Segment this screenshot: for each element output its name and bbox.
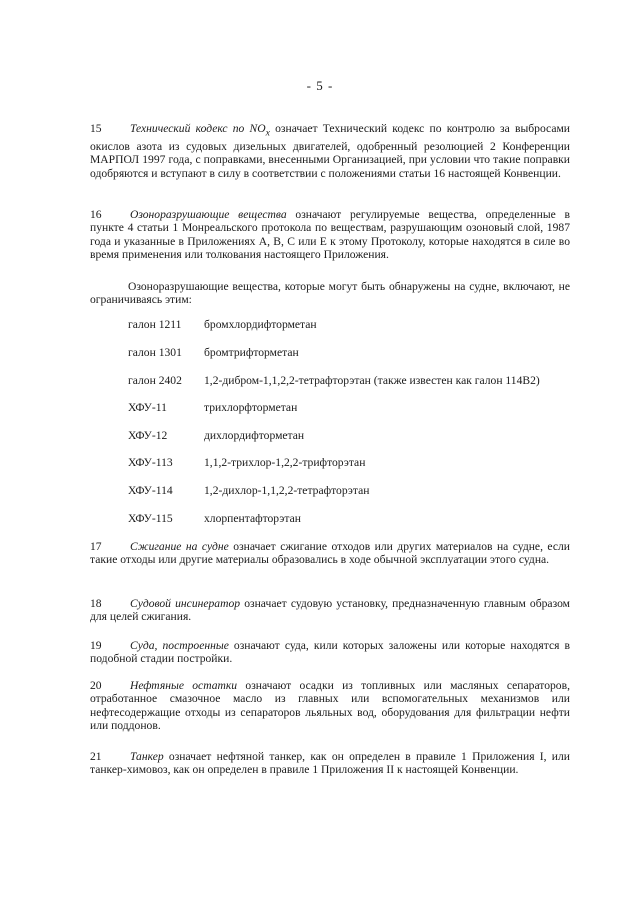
term-subscript: x: [265, 127, 270, 139]
substance-name: бромтрифторметан: [204, 346, 299, 359]
substance-code: галон 1301: [128, 346, 182, 359]
substance-name: дихлордифторметан: [204, 429, 305, 442]
definition-number: 18: [90, 597, 102, 610]
definition-number: 21: [90, 750, 102, 763]
substance-code: ХФУ-113: [128, 456, 173, 469]
definition-text: означают осадки из топливных или масляных сепараторов, отработанное смазочное масло из главных или вспомогательных механизмов или нефтесодержащие отходы из сепараторов льяльных вод, оборудования для фильтрации нефти или поддонов.: [90, 679, 570, 733]
definition-term: Нефтяные остатки: [130, 679, 238, 692]
definition-16: [90, 208, 570, 262]
definition-text: означают суда, кили которых заложены или которые находятся в подобной стадии постройки.: [90, 639, 571, 666]
definition-term: Танкер: [130, 750, 164, 763]
definition-number: 17: [90, 540, 102, 553]
substance-name: 1,2-дибром-1,1,2,2-тетрафторэтан (также известен как галон 114В2): [204, 374, 540, 387]
definition-21: [90, 750, 570, 777]
substance-code: ХФУ-114: [128, 484, 173, 497]
definition-17: [90, 540, 570, 567]
definition-19: [90, 639, 570, 666]
substance-name: 1,1,2-трихлор-1,2,2-трифторэтан: [204, 456, 366, 469]
ozone-intro: Озоноразрушающие вещества, которые могут быть обнаружены на судне, включают, не ограничиваясь этим:: [90, 280, 570, 307]
substance-name: хлорпентафторэтан: [204, 512, 301, 525]
substance-row: [128, 346, 588, 360]
definition-number: 16: [90, 208, 102, 221]
definition-text: означают регулируемые вещества, определенные в пункте 4 статьи 1 Монреальского протокола по веществам, разрушающим озоновый слой, 1987 года и указанные в Приложениях A, B, C или E к этому Протоколу, которые находятся в силе во время применения или толкования настоящего Приложения.: [90, 208, 570, 262]
definition-20: [90, 679, 570, 733]
page-number: - 5 -: [306, 78, 334, 93]
substance-code: галон 2402: [128, 374, 182, 387]
substance-code: ХФУ-11: [128, 401, 167, 414]
substance-row: [128, 456, 588, 470]
substance-code: ХФУ-12: [128, 429, 168, 442]
definition-text: означает судовую установку, предназначенную главным образом для целей сжигания.: [90, 597, 570, 624]
substance-row: [128, 401, 588, 415]
substance-code: галон 1211: [128, 318, 182, 331]
substance-row: [128, 429, 588, 443]
substance-name: бромхлордифторметан: [204, 318, 317, 331]
definition-term: Суда, построенные: [130, 639, 229, 652]
definition-text: означает нефтяной танкер, как он определен в правиле 1 Приложения I, или танкер-химовоз, как он определен в правиле 1 Приложения II к настоящей Конвенции.: [90, 750, 570, 777]
definition-term: Озоноразрушающие вещества: [130, 208, 287, 221]
substance-row: [128, 484, 588, 498]
definition-text: означает Технический кодекс по контролю за выбросами окислов азота из судовых дизельных двигателей, одобренный резолюцией 2 Конференции МАРПОЛ 1997 года, с поправками, внесенными Организацией, при условии что такие поправки одобряются и вступают в силу в соответствии с положениями статьи 16 настоящей Конвенции.: [90, 122, 571, 180]
substance-row: [128, 512, 588, 526]
definition-term: Сжигание на судне: [130, 540, 229, 553]
definition-15: [90, 122, 570, 180]
substance-code: ХФУ-115: [128, 512, 173, 525]
definition-number: 20: [90, 679, 102, 692]
definition-text: означает сжигание отходов или других материалов на судне, если такие отходы или другие материалы образовались в ходе обычной эксплуатации этого судна.: [90, 540, 570, 567]
definition-number: 15: [90, 122, 102, 135]
definition-term: Судовой инсинератор: [130, 597, 241, 610]
substance-name: 1,2-дихлор-1,1,2,2-тетрафторэтан: [204, 484, 370, 497]
definition-number: 19: [90, 639, 102, 652]
definition-18: [90, 597, 570, 624]
substance-name: трихлорфторметан: [204, 401, 298, 414]
substance-row: [128, 374, 588, 388]
definition-term: Технический кодекс по $NO_x$: [130, 122, 270, 139]
substance-row: [128, 318, 588, 332]
